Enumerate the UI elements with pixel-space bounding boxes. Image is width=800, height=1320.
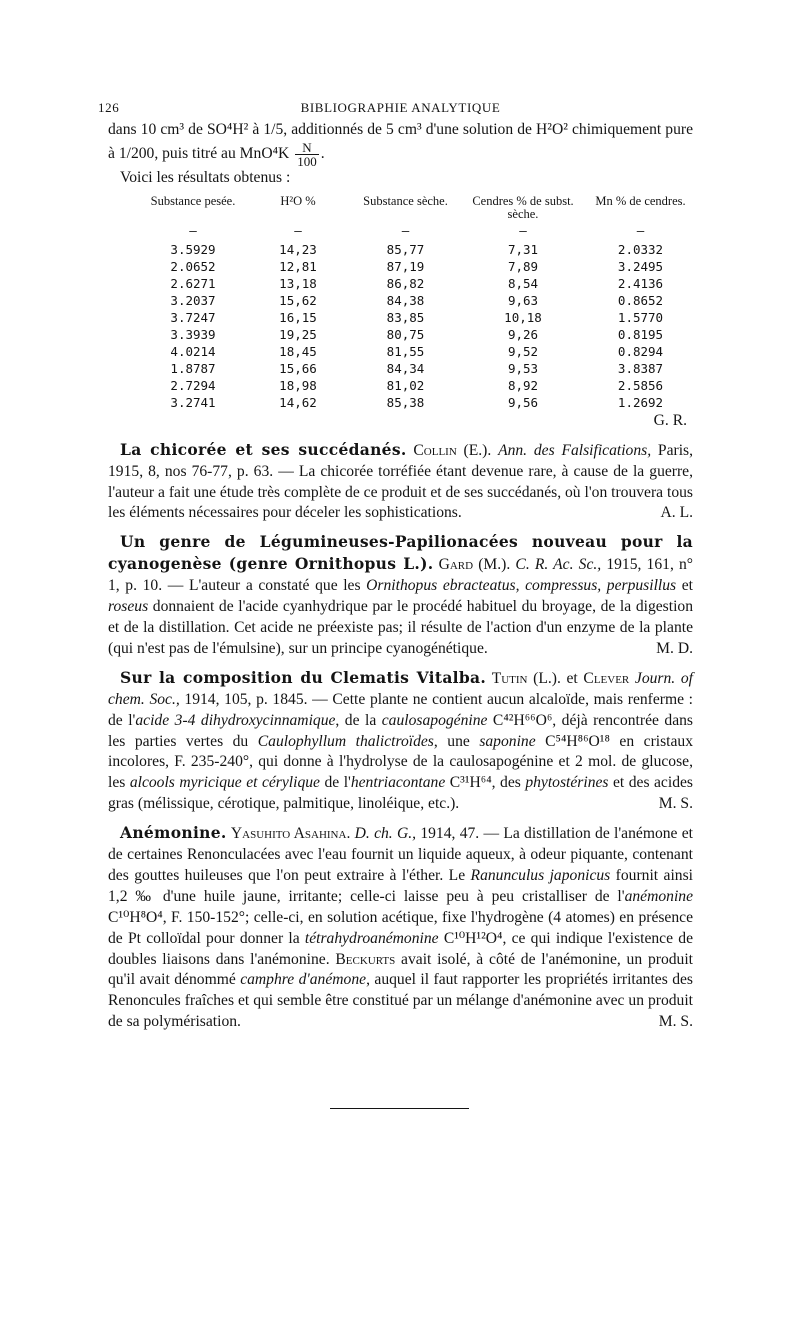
table-cell: 2.4136 [617, 275, 664, 291]
table-cell: 2.5856 [617, 377, 664, 393]
table-cell: 9,26 [507, 326, 539, 342]
table-cell: 10,18 [504, 309, 542, 325]
entry-italic: Caulophyllum thalictroïdes [257, 732, 434, 750]
table-cell: 9,63 [507, 292, 539, 308]
fraction-n-over-100 [295, 141, 319, 168]
entry-body: avait isolé, à côté de l'anémonine, un produit qu'il avait dénommé [108, 950, 693, 989]
entry-body: C¹⁰H⁸O⁴, F. 150-152°; celle-ci, en solution acétique, fixe l'hydrogène (4 atomes) en présence de Pt colloïdal pour donner la [108, 908, 693, 947]
entry-author: Tutin (L.). [491, 669, 561, 687]
entry-author: Collin (E.). [413, 441, 492, 459]
entry-title: Sur la composition du Clematis Vitalba. [120, 667, 487, 687]
fraction-numerator: N [302, 139, 312, 155]
entry-anemonine [108, 823, 693, 1033]
table-cell: 81,55 [386, 343, 425, 359]
table-cell: 87,19 [386, 258, 425, 274]
table-cell: 3.2037 [170, 292, 216, 308]
table-cell: 0.8652 [617, 292, 664, 308]
col-header-substance-pesee: Substance pesée. [150, 193, 236, 208]
dash: — [189, 222, 197, 238]
entry-ornithopus [108, 532, 693, 659]
table-row [138, 258, 698, 275]
page-number: 126 [98, 100, 120, 115]
table-cell: 9,52 [507, 343, 539, 359]
entry-body: C⁵⁴H⁸⁶O¹⁸ en cristaux incolores, F. 235-240°, qui donne à l'hydrolyse de la caulosapogénine et 2 mol. de glucose, les [108, 732, 694, 792]
table-cell: 7,31 [507, 241, 539, 257]
entry-title: Anémonine. [120, 823, 227, 843]
entry-italic: acide 3-4 dihydroxycinnamique [135, 711, 336, 729]
entry-italic: saponine [479, 732, 536, 750]
entry-body: 1915, 161, n° 1, p. 10. — L'auteur a constaté que les [108, 556, 694, 595]
dash: — [519, 222, 527, 238]
table-cell: 84,34 [386, 360, 425, 376]
dash: — [636, 222, 645, 238]
table-cell: 13,18 [279, 275, 317, 291]
entry-body: C³¹H⁶⁴, des [445, 774, 526, 792]
results-intro: Voici les résultats obtenus : [120, 168, 291, 186]
table-cell: 15,66 [279, 360, 317, 376]
entry-italic: roseus [108, 598, 149, 616]
entry-body: et [676, 577, 693, 595]
table-cell: 3.7247 [170, 309, 216, 325]
entry-author: Yasuhito Asahina. [230, 825, 351, 843]
entry-italic: Ornithopus ebracteatus, compressus, perpusillus [366, 577, 677, 595]
intro-paragraph [108, 120, 693, 168]
dash: — [294, 222, 302, 238]
entry-body: Paris, 1915, 8, nos 76-77, p. 63. — La chicorée torréfiée étant devenue rare, à cause de la guerre, l'auteur a fait une étude très complète de ce produit et de ses succédanés, où l'on trouvera tous les éléments nécessaires pour déceler les sophistications. [108, 441, 694, 522]
intro-text: dans 10 cm³ de SO⁴H² à 1/5, additionnés de 5 cm³ d'une solution de H²O² chimiquement pure à 1/200, puis titré au MnO⁴K [108, 121, 693, 162]
entry-signature: M. D. [656, 639, 693, 657]
entry-body: C⁴²H⁶⁶O⁶, déjà rencontrée dans les parties vertes du [108, 711, 693, 750]
table-cell: 86,82 [386, 275, 425, 291]
table-cell: 2.0652 [170, 258, 216, 274]
table-cell: 3.8387 [617, 360, 664, 376]
entry-body: de l' [319, 774, 351, 792]
table-cell: 9,53 [507, 360, 539, 376]
entry-signature: M. S. [658, 1013, 693, 1031]
table-row [138, 360, 698, 377]
entry-signature: A. L. [660, 504, 693, 522]
table-row [138, 292, 698, 309]
entry-clematis [108, 668, 693, 815]
entry-signature: M. S. [658, 795, 693, 813]
table-row [138, 326, 698, 343]
table-row [138, 377, 698, 394]
col-header-cendres: Cendres % de subst. sèche. [472, 193, 574, 221]
table-cell: 3.2741 [170, 394, 216, 410]
entry-body: C¹⁰H¹²O⁴, ce qui indique l'existence de doubles liaisons dans l'anémonine. [108, 929, 693, 968]
table-cell: 83,85 [386, 309, 425, 325]
table-cell: 3.2495 [617, 258, 664, 274]
col-header-substance-seche: Substance sèche. [363, 193, 448, 208]
entry-journal: C. R. Ac. Sc., [515, 556, 602, 574]
table-cell: 9,56 [507, 394, 539, 410]
entry-title: Un genre de Légumineuses-Papilionacées nouveau pour la cyanogenèse (genre Ornithopus L.). [108, 532, 693, 574]
entry-body: fournit ainsi 1,2 ‰ d'une huile jaune, irritante; celle-ci laisse peu à peu cristalliser de l' [108, 866, 693, 905]
entry-italic: camphre d'anémone [240, 971, 367, 989]
table-cell: 8,54 [507, 275, 539, 291]
entry-title: La chicorée et ses succédanés. [120, 439, 407, 459]
table-cell: 18,98 [279, 377, 317, 393]
table-row [138, 394, 698, 411]
table-cell: 0.8195 [617, 326, 664, 342]
entry-italic: tétrahydroanémonine [304, 929, 439, 947]
entry-journal: Ann. des Falsifications, [498, 441, 652, 459]
entry-author: Gard (M.). [438, 556, 511, 574]
fraction-denominator: 100 [297, 153, 317, 169]
table-cell: 85,38 [386, 394, 425, 410]
entry-chicoree [108, 440, 693, 525]
table-cell: 3.3939 [170, 326, 216, 342]
intro-end: . [320, 144, 325, 162]
entry-italic: Ranunculus japonicus [470, 866, 611, 884]
page [98, 96, 694, 1033]
table-cell: 14,62 [279, 394, 317, 410]
table-cell: 1.2692 [617, 394, 664, 410]
running-title: BIBLIOGRAPHIE ANALYTIQUE [300, 100, 501, 115]
results-table [138, 195, 698, 411]
table-signature: G. R. [653, 411, 687, 429]
table-cell: 2.7294 [170, 377, 216, 393]
entry-italic: caulosapogénine [381, 711, 488, 729]
table-cell: 1.8787 [170, 360, 216, 376]
table-row [138, 343, 698, 360]
table-cell: 80,75 [386, 326, 425, 342]
entry-italic: hentriacontane [350, 774, 446, 792]
entry-body: , de la [335, 711, 382, 729]
entry-journal: D. ch. G., [354, 825, 417, 843]
entry-author: Beckurts [335, 950, 396, 968]
table-cell: 12,81 [279, 258, 317, 274]
table-row [138, 275, 698, 292]
table-cell: 84,38 [386, 292, 425, 308]
entry-italic: anémonine [624, 887, 693, 905]
entry-body: et des acides gras (mélissique, cérotique, palmitique, linoléique, etc.). [108, 774, 693, 813]
table-row [138, 309, 698, 326]
table-row [138, 241, 698, 258]
entry-body: 1914, 105, p. 1845. — Cette plante ne contient aucun alcaloïde, mais renferme : de l' [108, 690, 693, 729]
table-cell: 1.5770 [617, 309, 664, 325]
entry-body: , une [433, 732, 480, 750]
table-cell: 85,77 [386, 241, 425, 257]
table-cell: 3.5929 [170, 241, 216, 257]
dash-row [138, 221, 698, 241]
dash: — [401, 222, 410, 238]
table-cell: 0.8294 [617, 343, 664, 359]
table-cell: 16,15 [279, 309, 317, 325]
col-header-mn: Mn % de cendres. [595, 193, 686, 208]
table-cell: 7,89 [507, 258, 539, 274]
entry-italic: alcools myricique et cérylique [129, 774, 320, 792]
entry-body: et [560, 669, 584, 687]
table-cell: 2.0332 [617, 241, 664, 257]
table-cell: 8,92 [507, 377, 539, 393]
col-header-water: H²O % [280, 193, 316, 208]
table-cell: 15,62 [279, 292, 317, 308]
closing-rule [330, 1108, 469, 1109]
table-cell: 4.0214 [170, 343, 216, 359]
entry-body: 1914, 47. — La distillation de l'anémone et de certaines Renonculacées avec l'eau fournit un liquide aqueux, à odeur piquante, contenant des gouttes huileuses que l'on peut extraire à l'éther. Le [108, 825, 693, 884]
table-cell: 14,23 [279, 241, 317, 257]
entry-body: , auquel il faut rapporter les propriétés irritantes des Renoncules fraîches et qui semble être constitué par un mélange d'anémonine avec un produit de sa polymérisation. [108, 971, 694, 1031]
entry-journal: Journ. of chem. Soc., [108, 669, 693, 708]
entry-body: donnaient de l'acide cyanhydrique par le procédé habituel du broyage, de la digestion et de la distillation. Cet acide ne préexiste pas; il résulte de l'action d'un enzyme de la plante (qui n'est pas de l'émulsine), sur un principe cyanogénétique. [108, 598, 693, 657]
table-cell: 18,45 [279, 343, 317, 359]
table-cell: 2.6271 [170, 275, 216, 291]
entry-author: Clever [583, 669, 630, 687]
table-header-row [138, 195, 698, 221]
table-cell: 81,02 [386, 377, 425, 393]
entry-italic: phytostérines [525, 774, 609, 792]
running-header [98, 96, 693, 120]
table-cell: 19,25 [279, 326, 317, 342]
